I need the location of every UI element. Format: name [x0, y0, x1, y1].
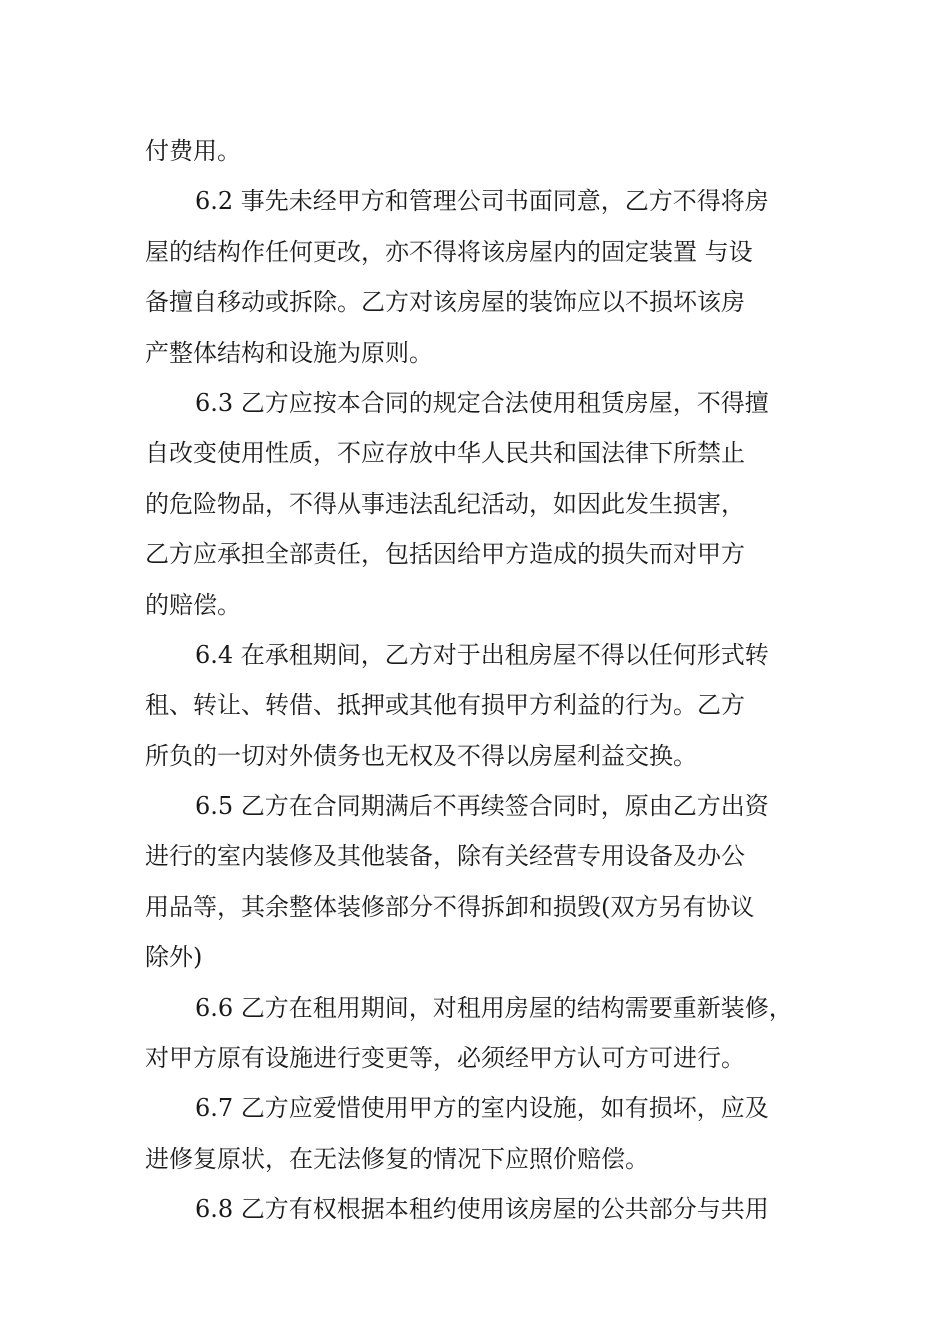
text-line: 对甲方原有设施进行变更等，必须经甲方认可方可进行。 [145, 1044, 745, 1073]
text-line: 的赔偿。 [145, 590, 241, 619]
text-line: 进修复原状，在无法修复的情况下应照价赔偿。 [145, 1144, 649, 1173]
clause-6-6-line: 6.6 乙方在租用期间，对租用房屋的结构需要重新装修， [195, 993, 793, 1022]
text-line: 进行的室内装修及其他装备，除有关经营专用设备及办公 [145, 842, 745, 871]
clause-6-8-line: 6.8 乙方有权根据本租约使用该房屋的公共部分与共用 [195, 1195, 769, 1224]
text-line: 备擅自移动或拆除。乙方对该房屋的装饰应以不损坏该房 [145, 288, 745, 317]
text-line: 屋的结构作任何更改，亦不得将该房屋内的固定装置 与设 [145, 237, 753, 266]
text-line: 租、转让、转借、抵押或其他有损甲方利益的行为。乙方 [145, 691, 745, 720]
clause-6-7-line: 6.7 乙方应爱惜使用甲方的室内设施，如有损坏，应及 [195, 1094, 769, 1123]
clause-6-5-line: 6.5 乙方在合同期满后不再续签合同时，原由乙方出资 [195, 792, 769, 821]
clause-6-3-line: 6.3 乙方应按本合同的规定合法使用租赁房屋，不得擅 [195, 388, 769, 417]
text-line: 除外) [145, 943, 203, 972]
text-line: 自改变使用性质，不应存放中华人民共和国法律下所禁止 [145, 439, 745, 468]
clause-6-2-line: 6.2 事先未经甲方和管理公司书面同意，乙方不得将房 [195, 187, 769, 216]
clause-6-4-line: 6.4 在承租期间，乙方对于出租房屋不得以任何形式转 [195, 640, 769, 669]
text-line: 的危险物品，不得从事违法乱纪活动，如因此发生损害， [145, 489, 745, 518]
text-line: 产整体结构和设施为原则。 [145, 338, 433, 367]
text-line: 乙方应承担全部责任，包括因给甲方造成的损失而对甲方 [145, 540, 745, 569]
text-line: 用品等，其余整体装修部分不得拆卸和损毁(双方另有协议 [145, 892, 755, 921]
text-line: 付费用。 [145, 137, 241, 165]
text-line: 所负的一切对外债务也无权及不得以房屋利益交换。 [145, 741, 697, 770]
document-body [145, 126, 810, 1235]
